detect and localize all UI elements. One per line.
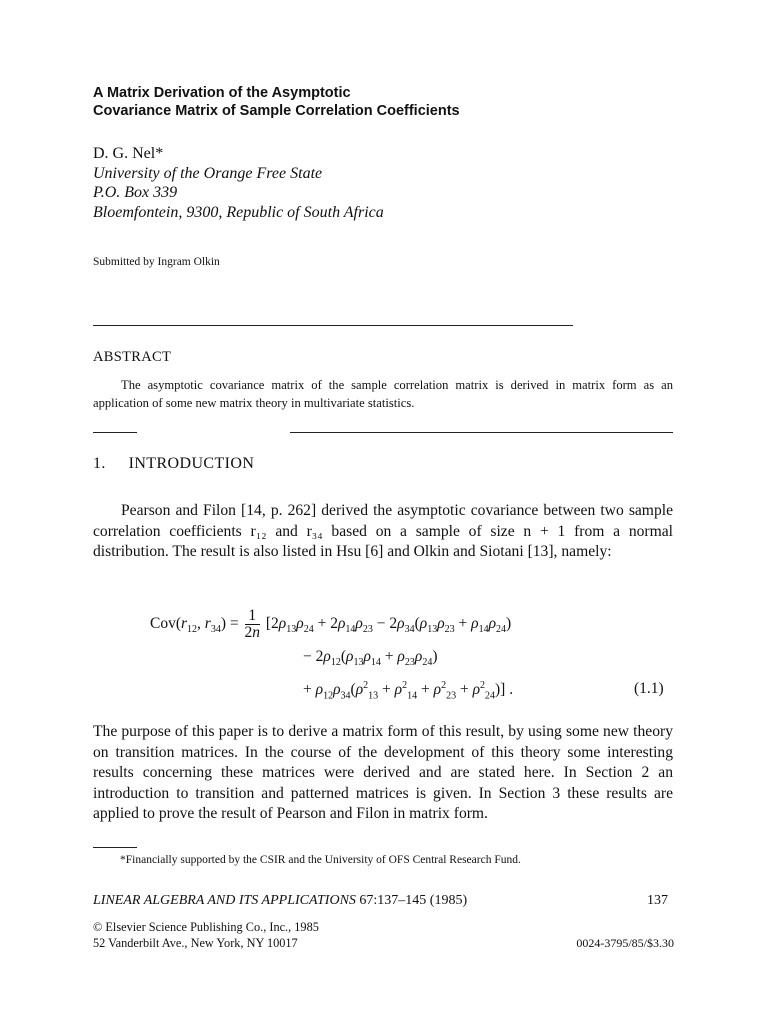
- footnote-rule: [93, 847, 137, 848]
- equation-line-3: + $\rho_{12}\rho_{34}(\rho^2_{13} + \rho^2_{14} + \rho^2_{23} + \rho^2_{24})$] .: [303, 680, 514, 702]
- section-title: INTRODUCTION: [128, 455, 255, 472]
- title-line-1: A Matrix Derivation of the Asymptotic: [93, 85, 351, 101]
- divider-abstract-long: [290, 432, 673, 433]
- article-code: 0024-3795/85/$3.30: [576, 936, 674, 950]
- abstract-heading: ABSTRACT: [93, 349, 172, 365]
- author-name: D. G. Nel*: [93, 145, 164, 162]
- author-block: [93, 144, 384, 222]
- copyright-line: © Elsevier Science Publishing Co., Inc., 1985: [93, 920, 319, 934]
- intro-text: Pearson and Filon [14, p. 262] derived the asymptotic covariance between two sample correlation coefficients r₁₂ and r₃₄ based on a sample of size n + 1 from a normal distribution. The result is also listed in Hsu [6] and Olkin and Siotani [13], namely:: [93, 502, 673, 561]
- divider-top: [93, 325, 573, 326]
- journal-line: [93, 893, 467, 909]
- journal-name: LINEAR ALGEBRA AND ITS APPLICATIONS: [93, 893, 356, 908]
- journal-volume: 67:137–145 (1985): [359, 893, 468, 908]
- section-number: 1.: [93, 455, 106, 472]
- paper-title: [93, 84, 460, 120]
- divider-abstract-short: [93, 432, 137, 433]
- title-line-2: Covariance Matrix of Sample Correlation Coefficients: [93, 103, 460, 119]
- purpose-text: The purpose of this paper is to derive a matrix form of this result, by using some new theory on transition matrices. In the course of the development of this theory some interesting results concerning these matrices were derived and are stated here. In Section 2 an introduction to transition and patterned matrices is given. In Section 3 these results are applied to prove the result of Pearson and Filon in matrix form.: [93, 723, 673, 823]
- publisher-address: 52 Vanderbilt Ave., New York, NY 10017: [93, 935, 298, 950]
- abstract-text: The asymptotic covariance matrix of the sample correlation matrix is derived in matrix form as an application of some new matrix theory in multivariate statistics.: [93, 378, 673, 410]
- equation-number: (1.1): [634, 680, 664, 697]
- equation-line-1: $Cov(r_{12}$, $r_{34}$) = $\frac{1}{2n}$ [$2\rho_{13}\rho_{24} + 2\rho_{14}\rho_{23} - 2\rho_{34}(\rho_{13}\rho_{23} + \rho_{14}\rho_{24})$: [150, 607, 512, 641]
- submitted-by: Submitted by Ingram Olkin: [93, 256, 220, 268]
- purpose-paragraph: [93, 722, 673, 825]
- section-heading: [93, 455, 254, 473]
- page-number: 137: [647, 893, 668, 908]
- abstract-body: [93, 376, 673, 412]
- author-city: Bloemfontein, 9300, Republic of South Africa: [93, 203, 384, 221]
- footnote: *Financially supported by the CSIR and the University of OFS Central Research Fund.: [120, 854, 521, 866]
- author-affiliation: University of the Orange Free State: [93, 164, 323, 182]
- intro-paragraph: [93, 501, 673, 563]
- equation-line-2: − $2\rho_{12}(\rho_{13}\rho_{14} + \rho_{23}\rho_{24})$: [303, 648, 438, 669]
- author-box: P.O. Box 339: [93, 184, 178, 201]
- copyright-block: [93, 920, 319, 951]
